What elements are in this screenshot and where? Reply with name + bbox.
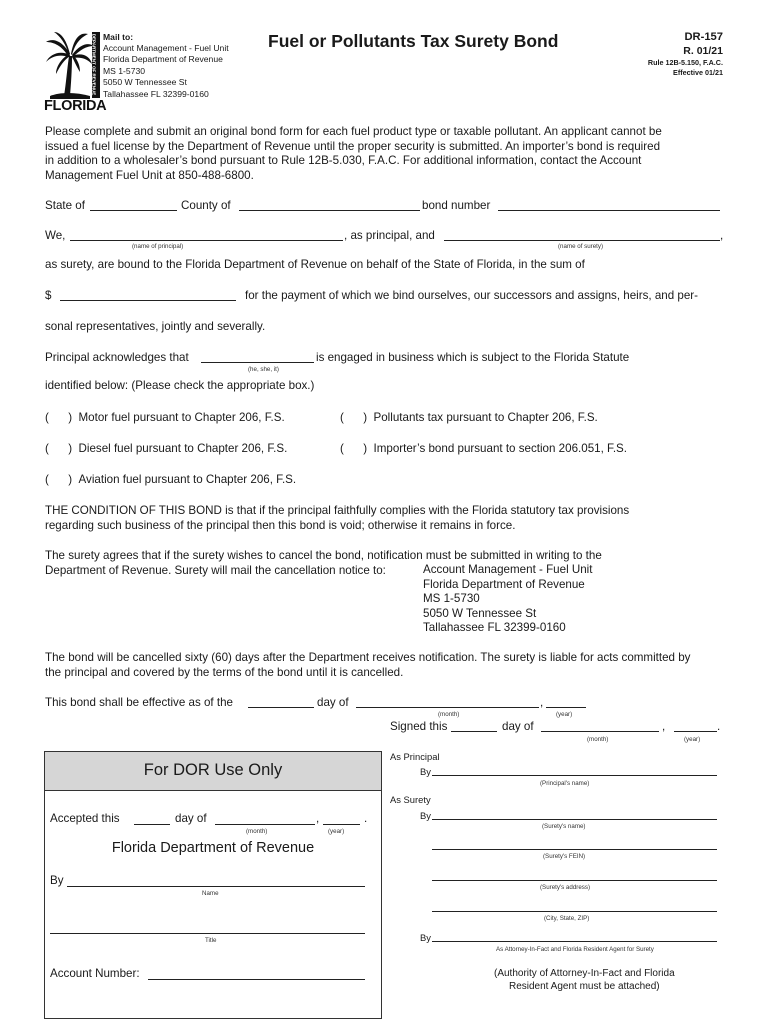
- attorney-by-label: By: [420, 932, 431, 943]
- checkbox-diesel-fuel[interactable]: ( ) Diesel fuel pursuant to Chapter 206, F.S.: [45, 442, 288, 455]
- accepted-this-label: Accepted this: [50, 812, 120, 825]
- cancel-address-line: Account Management - Fuel Unit: [423, 563, 593, 576]
- effective-month-field[interactable]: [356, 707, 539, 708]
- intro-line: in addition to a wholesaler’s bond pursuant to Rule 12B-5.030, F.A.C. For additional information, contact the Account: [45, 154, 642, 168]
- address-line: MS 1-5730: [103, 65, 146, 76]
- form-revision: R. 01/21: [683, 45, 723, 57]
- checkbox-label: Diesel fuel pursuant to Chapter 206, F.S.: [78, 442, 288, 455]
- cancel-address-line: 5050 W Tennessee St: [423, 606, 537, 620]
- suretys-fein-caption: (Surety's FEIN): [543, 853, 586, 860]
- surety-fein-field[interactable]: [432, 849, 717, 850]
- florida-palm-logo: [44, 32, 107, 114]
- address-line: 5050 W Tennessee St: [103, 77, 187, 88]
- form-number: DR-157: [684, 31, 723, 43]
- effective-year-caption: (year): [556, 711, 573, 718]
- he-she-it-field[interactable]: [201, 362, 314, 363]
- intro-line: Management Fuel Unit at 850-488-6800.: [45, 168, 254, 182]
- address-line: Account Management - Fuel Unit: [103, 43, 229, 53]
- effective-comma: ,: [540, 696, 544, 709]
- logo-side-text: DEPARTMENT OF REVENUE: [91, 33, 97, 96]
- accepted-month-caption: (month): [246, 828, 268, 835]
- engaged-text: is engaged in business which is subject to the Florida Statute: [316, 351, 630, 364]
- principal-by-label: By: [420, 766, 431, 777]
- identified-text: identified below: (Please check the appropriate box.): [45, 379, 315, 392]
- cancel-paragraph: [45, 549, 725, 578]
- suretys-address-caption: (Surety's address): [540, 884, 591, 891]
- dollar-sign: $: [45, 289, 52, 302]
- checkbox-label: Aviation fuel pursuant to Chapter 206, F.S.: [78, 473, 297, 486]
- bound-text: as surety, are bound to the Florida Department of Revenue on behalf of the State of Florida, in the sum of: [45, 258, 585, 271]
- we-label: We,: [45, 229, 66, 242]
- city-state-zip-field[interactable]: [432, 911, 717, 912]
- cancel-address: [423, 563, 592, 636]
- authority-line: (Authority of Attorney-In-Fact and Florida: [494, 968, 675, 979]
- he-she-it-caption: (he, she, it): [248, 366, 279, 373]
- dor-by-label: By: [50, 874, 64, 887]
- cancel-line: The surety agrees that if the surety wishes to cancel the bond, notification must be submitted in writing to the: [45, 549, 602, 562]
- as-surety-label: As Surety: [390, 794, 431, 805]
- checkbox-label: Pollutants tax pursuant to Chapter 206, F.S.: [373, 411, 598, 424]
- dor-use-only-box: [44, 751, 382, 1019]
- accepted-day-field[interactable]: [134, 824, 170, 825]
- signed-comma: ,: [662, 720, 666, 733]
- signed-month-field[interactable]: [541, 731, 659, 732]
- surety-address-field[interactable]: [432, 880, 717, 881]
- principal-name-field[interactable]: [70, 240, 343, 241]
- dor-title-caption: Title: [205, 937, 217, 944]
- as-principal-text: , as principal, and: [344, 229, 435, 242]
- payment-text: for the payment of which we bind ourselves, our successors and assigns, heirs, and per-: [245, 289, 699, 302]
- condition-line: THE CONDITION OF THIS BOND is that if the principal faithfully complies with the Florida statutory tax provisions: [45, 504, 630, 517]
- principal-signature-field[interactable]: [432, 775, 717, 776]
- checkbox-label: Motor fuel pursuant to Chapter 206, F.S.: [78, 411, 285, 424]
- attorney-caption: As Attorney-In-Fact and Florida Resident Agent for Surety: [496, 946, 654, 953]
- accepted-comma: ,: [316, 812, 320, 825]
- mail-to-label: Mail to:: [103, 32, 134, 42]
- bond-number-field[interactable]: [498, 210, 720, 211]
- effective-text: This bond shall be effective as of the: [45, 696, 233, 709]
- dor-by-field[interactable]: [67, 886, 365, 887]
- state-field[interactable]: [90, 210, 177, 211]
- signed-period: .: [717, 720, 721, 733]
- personal-text: sonal representatives, jointly and severally.: [45, 320, 266, 333]
- dor-box-title: For DOR Use Only: [143, 761, 283, 779]
- effective-day-field[interactable]: [248, 707, 314, 708]
- as-principal-label: As Principal: [390, 751, 440, 762]
- name-of-surety-caption: (name of surety): [558, 243, 604, 250]
- cancel-address-line: Florida Department of Revenue: [423, 577, 585, 591]
- signed-text: Signed this: [390, 720, 448, 733]
- cancel-address-line: MS 1-5730: [423, 592, 480, 606]
- intro-paragraph: [45, 125, 725, 183]
- checkbox-motor-fuel[interactable]: ( ) Motor fuel pursuant to Chapter 206, F.S.: [45, 411, 285, 424]
- bond-amount-field[interactable]: [60, 300, 236, 301]
- cancel-address-line: Tallahassee FL 32399-0160: [423, 621, 566, 635]
- accepted-day-of: day of: [175, 812, 207, 825]
- effective-year-field[interactable]: [546, 707, 586, 708]
- checkbox-aviation-fuel[interactable]: ( ) Aviation fuel pursuant to Chapter 206, F.S.: [45, 473, 297, 486]
- principal-ack-text: Principal acknowledges that: [45, 351, 189, 364]
- intro-line: Please complete and submit an original bond form for each fuel product type or taxable pollutant. An applicant cannot be: [45, 125, 662, 138]
- dor-box-header: [45, 752, 381, 791]
- effective-month-caption: (month): [438, 711, 460, 718]
- effective-day-of: day of: [317, 696, 349, 709]
- authority-line: Resident Agent must be attached): [508, 981, 660, 992]
- intro-line: issued a fuel license by the Department of Revenue until the proper security is submitted. An importer’s bond is required: [45, 139, 661, 153]
- surety-by-label: By: [420, 810, 431, 821]
- condition-paragraph: [45, 504, 725, 533]
- mail-to-address: [103, 43, 229, 100]
- dor-name-caption: Name: [202, 890, 219, 897]
- surety-name-field[interactable]: [444, 240, 720, 241]
- signed-day-field[interactable]: [451, 731, 497, 732]
- signed-month-caption: (month): [587, 736, 609, 743]
- county-field[interactable]: [239, 210, 420, 211]
- checkbox-importers-bond[interactable]: ( ) Importer’s bond pursuant to section 206.051, F.S.: [340, 442, 627, 455]
- dor-title-field[interactable]: [50, 933, 365, 934]
- county-label: County of: [181, 199, 231, 212]
- dor-department-name: Florida Department of Revenue: [111, 840, 315, 856]
- bond-number-label: bond number: [422, 199, 491, 212]
- form-rule: Rule 12B-5.150, F.A.C.: [647, 58, 723, 67]
- authority-note: [494, 967, 675, 993]
- cancel-line: Department of Revenue. Surety will mail the cancellation notice to:: [45, 563, 386, 577]
- address-line: Tallahassee FL 32399-0160: [103, 88, 209, 99]
- accepted-period: .: [364, 812, 368, 825]
- principals-name-caption: (Principal's name): [540, 780, 590, 787]
- suretys-name-caption: (Surety's name): [542, 823, 586, 830]
- checkbox-pollutants[interactable]: ( ) Pollutants tax pursuant to Chapter 206, F.S.: [340, 411, 598, 424]
- signed-year-caption: (year): [684, 736, 701, 743]
- state-label: State of: [45, 199, 85, 212]
- account-number-field[interactable]: [148, 979, 365, 980]
- accepted-month-field[interactable]: [215, 824, 315, 825]
- address-line: Florida Department of Revenue: [103, 54, 223, 65]
- signed-day-of: day of: [502, 720, 534, 733]
- account-number-label: Account Number:: [50, 967, 140, 980]
- cancelled-paragraph: [45, 651, 725, 680]
- cancelled-line: The bond will be cancelled sixty (60) days after the Department receives notification. The surety is liable for acts committed by: [45, 651, 691, 664]
- form-effective: Effective 01/21: [673, 68, 723, 77]
- form-title: Fuel or Pollutants Tax Surety Bond: [268, 31, 559, 51]
- accepted-year-field[interactable]: [323, 824, 360, 825]
- comma: ,: [720, 229, 724, 242]
- signed-year-field[interactable]: [674, 731, 717, 732]
- logo-wordmark: FLORIDA: [44, 98, 107, 114]
- attorney-signature-field[interactable]: [432, 941, 717, 942]
- cancelled-line: the principal and covered by the terms of the bond until it is cancelled.: [45, 665, 404, 679]
- condition-line: regarding such business of the principal then this bond is void; otherwise it remains in force.: [45, 518, 516, 532]
- accepted-year-caption: (year): [328, 828, 345, 835]
- city-state-zip-caption: (City, State, ZIP): [544, 915, 590, 922]
- name-of-principal-caption: (name of principal): [132, 243, 184, 250]
- surety-signature-field[interactable]: [432, 819, 717, 820]
- checkbox-label: Importer’s bond pursuant to section 206.051, F.S.: [373, 442, 627, 455]
